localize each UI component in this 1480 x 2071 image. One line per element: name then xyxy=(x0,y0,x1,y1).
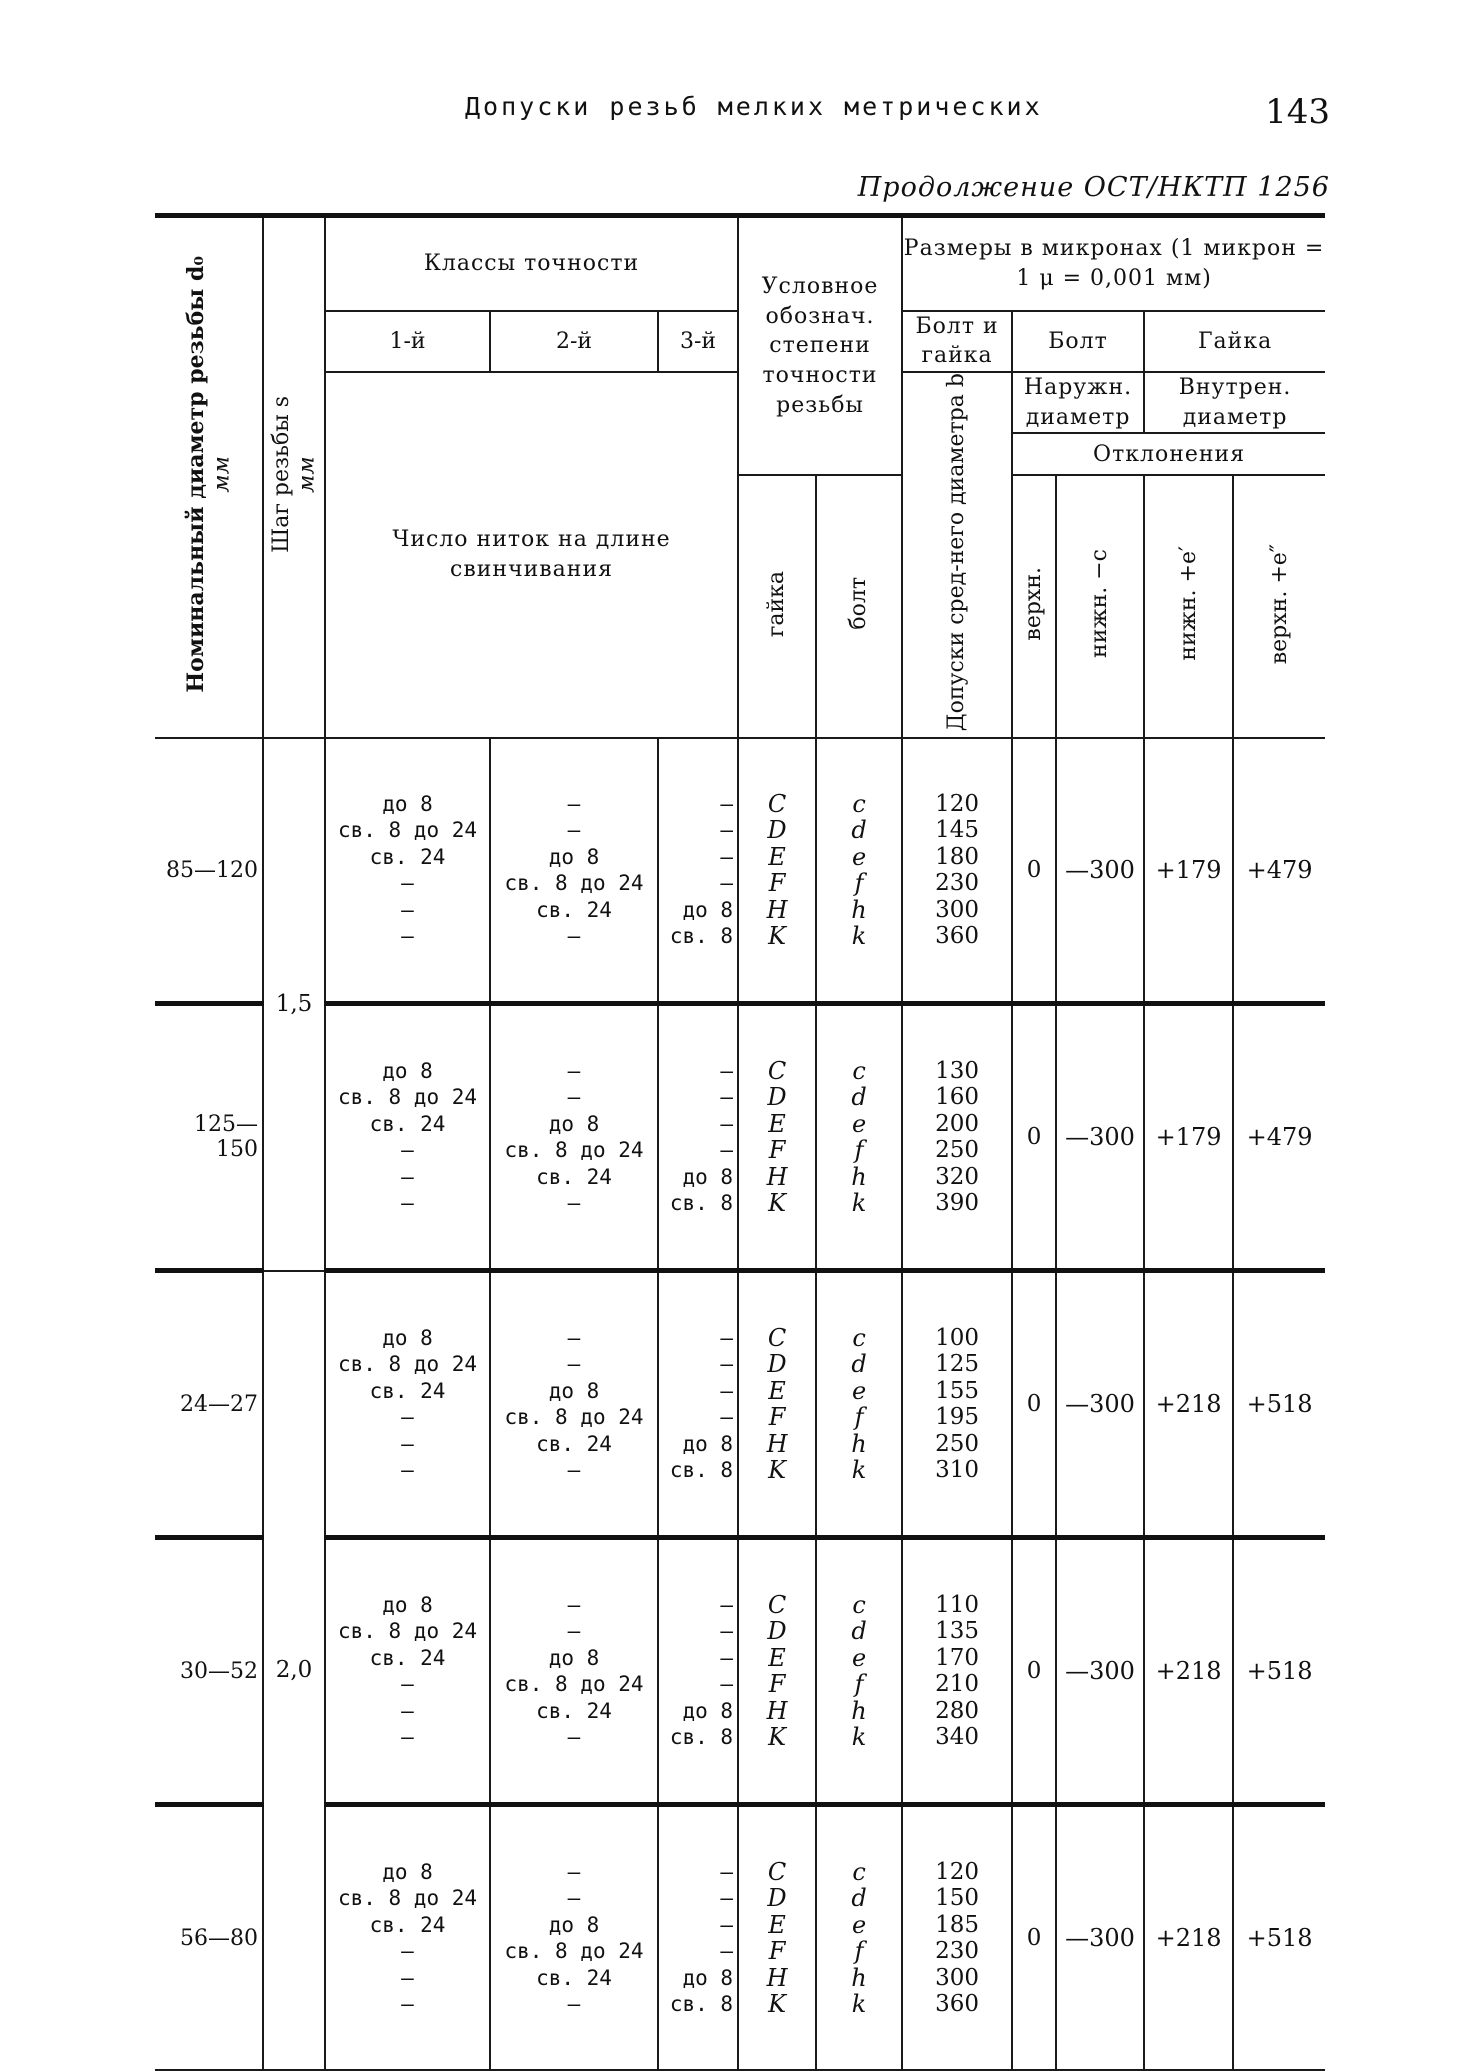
bolt-value: e xyxy=(851,1376,867,1405)
class2-value: св. 24 xyxy=(536,897,612,922)
upper-e2-cell: +479 xyxy=(1233,1004,1325,1271)
class1-value: — xyxy=(401,1431,414,1456)
nominal-diameter-cell: 56—80 xyxy=(155,1805,263,2071)
header-class-2: 2-й xyxy=(490,311,658,372)
class2-value: — xyxy=(567,1352,581,1377)
class3-value: св. 8 xyxy=(669,1191,734,1216)
class3-value: — xyxy=(720,844,734,869)
class-3-cell xyxy=(658,1805,738,2071)
header-inner-diameter: Внутрен. диаметр xyxy=(1144,372,1325,433)
class-2-cell xyxy=(490,1271,658,1538)
nut-value: E xyxy=(768,1643,786,1672)
upper-e2-cell: +518 xyxy=(1233,1805,1325,2071)
class3-value: — xyxy=(720,818,734,843)
class1-value: — xyxy=(401,1672,414,1697)
nut-designation-cell xyxy=(738,1004,816,1271)
upper-e2-cell: +518 xyxy=(1233,1271,1325,1538)
nut-value: F xyxy=(768,869,786,898)
nut-value: H xyxy=(766,1696,788,1725)
header-lower-c: нижн. −c xyxy=(1056,475,1144,738)
class1-value: св. 8 до 24 xyxy=(337,818,478,843)
class2-value: св. 8 до 24 xyxy=(504,1138,644,1163)
page-number: 143 xyxy=(1265,92,1330,132)
class1-value: до 8 xyxy=(382,791,433,816)
header-sizes: Размеры в микронах (1 микрон = 1 μ = 0,001 мм) xyxy=(902,216,1325,311)
class2-value: св. 8 до 24 xyxy=(504,1939,644,1964)
bolt-value: k xyxy=(851,1189,867,1218)
b-value: 320 xyxy=(935,1163,979,1190)
header-nut-designation: гайка xyxy=(738,475,816,738)
class-2-cell xyxy=(490,1805,658,2071)
class3-value: — xyxy=(720,1592,734,1617)
class-2-cell xyxy=(490,1538,658,1805)
class1-value: — xyxy=(401,1458,414,1483)
b-value: 170 xyxy=(935,1644,979,1671)
class3-value: — xyxy=(720,1058,734,1083)
header-nut: Гайка xyxy=(1144,311,1325,372)
nut-value: E xyxy=(768,1109,786,1138)
class1-value: — xyxy=(401,924,414,949)
class3-value: — xyxy=(720,1886,734,1911)
b-value: 125 xyxy=(935,1351,979,1378)
lower-e1-cell: +218 xyxy=(1144,1538,1233,1805)
lower-e1-cell: +218 xyxy=(1144,1805,1233,2071)
bolt-value: h xyxy=(851,1696,867,1725)
lower-c-cell: —300 xyxy=(1056,1004,1144,1271)
bolt-value: h xyxy=(851,895,867,924)
class1-value: св. 8 до 24 xyxy=(337,1886,478,1911)
table-row xyxy=(155,1271,1325,1538)
bolt-value: k xyxy=(851,922,867,951)
bolt-value: f xyxy=(854,1937,864,1966)
bolt-value: k xyxy=(851,1723,867,1752)
class3-value: — xyxy=(720,1645,734,1670)
class1-value: — xyxy=(401,1965,414,1990)
class2-value: св. 8 до 24 xyxy=(504,1405,644,1430)
class1-value: — xyxy=(401,871,414,896)
class1-value: — xyxy=(401,1992,414,2017)
class3-value: св. 8 xyxy=(669,1458,734,1483)
nut-value: E xyxy=(768,1376,786,1405)
b-value: 110 xyxy=(935,1591,979,1618)
class2-value: — xyxy=(567,1191,581,1216)
class1-value: св. 24 xyxy=(369,1912,446,1937)
b-value: 230 xyxy=(935,1938,979,1965)
class1-value: — xyxy=(401,1405,414,1430)
class2-value: — xyxy=(567,924,581,949)
class2-value: св. 8 до 24 xyxy=(504,1672,644,1697)
class1-value: до 8 xyxy=(382,1058,433,1083)
bolt-value: c xyxy=(852,1056,866,1085)
class-3-cell xyxy=(658,1271,738,1538)
class1-value: св. 8 до 24 xyxy=(337,1085,478,1110)
b-value: 210 xyxy=(935,1671,979,1698)
upper-e2-cell: +518 xyxy=(1233,1538,1325,1805)
class3-value: — xyxy=(720,1619,734,1644)
class2-value: — xyxy=(567,818,581,843)
nut-value: H xyxy=(766,1429,788,1458)
header-upper: верхн. xyxy=(1012,475,1056,738)
class2-value: — xyxy=(567,1619,581,1644)
class3-value: — xyxy=(720,1672,734,1697)
class3-value: — xyxy=(720,1138,734,1163)
b-value: 300 xyxy=(935,896,979,923)
b-value: 340 xyxy=(935,1724,979,1751)
pitch-tolerance-cell xyxy=(902,1004,1012,1271)
nut-value: F xyxy=(768,1937,786,1966)
upper-deviation-cell: 0 xyxy=(1012,1538,1056,1805)
class1-value: — xyxy=(401,1164,414,1189)
bolt-value: c xyxy=(852,1857,866,1886)
bolt-value: c xyxy=(852,1590,866,1619)
b-value: 200 xyxy=(935,1110,979,1137)
class1-value: св. 24 xyxy=(369,1111,446,1136)
nut-value: E xyxy=(768,1910,786,1939)
pitch-unit: мм xyxy=(294,456,319,493)
bolt-designation-cell xyxy=(816,738,902,1004)
class3-value: до 8 xyxy=(682,1965,734,1990)
nominal-diameter-cell: 85—120 xyxy=(155,738,263,1004)
bolt-value: e xyxy=(851,842,867,871)
nut-value: D xyxy=(767,816,787,845)
running-title: Допуски резьб мелких метрических xyxy=(465,92,1043,121)
b-value: 390 xyxy=(935,1190,979,1217)
class-2-cell xyxy=(490,738,658,1004)
bolt-value: f xyxy=(854,1136,864,1165)
bolt-value: c xyxy=(852,1323,866,1352)
bolt-designation-cell xyxy=(816,1271,902,1538)
class-1-cell xyxy=(325,1805,490,2071)
class-1-cell xyxy=(325,1004,490,1271)
pitch-cell: 2,0 xyxy=(263,1271,325,2071)
b-value: 300 xyxy=(935,1964,979,1991)
class1-value: до 8 xyxy=(382,1859,433,1884)
bolt-value: d xyxy=(851,1617,867,1646)
class3-value: — xyxy=(720,1859,734,1884)
class2-value: — xyxy=(567,1886,581,1911)
b-value: 120 xyxy=(935,1858,979,1885)
nut-value: H xyxy=(766,895,788,924)
nominal-diameter-cell: 30—52 xyxy=(155,1538,263,1805)
nut-value: F xyxy=(768,1670,786,1699)
class2-value: св. 24 xyxy=(536,1431,612,1456)
bolt-value: f xyxy=(854,1403,864,1432)
class1-value: — xyxy=(401,897,414,922)
b-value: 250 xyxy=(935,1430,979,1457)
class2-value: св. 24 xyxy=(536,1698,612,1723)
header-threads-count: Число ниток на длине свинчивания xyxy=(325,372,738,738)
upper-e2-cell: +479 xyxy=(1233,738,1325,1004)
b-value: 180 xyxy=(935,843,979,870)
class3-value: св. 8 xyxy=(669,1992,734,2017)
bolt-value: c xyxy=(852,789,866,818)
header-class-1: 1-й xyxy=(325,311,490,372)
class2-value: до 8 xyxy=(548,1912,600,1937)
bolt-designation-cell xyxy=(816,1538,902,1805)
bolt-value: h xyxy=(851,1429,867,1458)
class3-value: до 8 xyxy=(682,897,734,922)
nut-designation-cell xyxy=(738,1538,816,1805)
class1-value: — xyxy=(401,1939,414,1964)
class3-value: — xyxy=(720,1405,734,1430)
nut-designation-cell xyxy=(738,738,816,1004)
class3-value: до 8 xyxy=(682,1431,734,1456)
class1-value: до 8 xyxy=(382,1325,433,1350)
class-1-cell xyxy=(325,1538,490,1805)
class1-value: св. 8 до 24 xyxy=(337,1619,478,1644)
class1-value: — xyxy=(401,1725,414,1750)
class3-value: — xyxy=(720,1912,734,1937)
class3-value: — xyxy=(720,1085,734,1110)
header-upper-e2: верхн. +e″ xyxy=(1233,475,1325,738)
nut-value: D xyxy=(767,1617,787,1646)
class1-value: — xyxy=(401,1698,414,1723)
class2-value: до 8 xyxy=(548,1111,600,1136)
b-value: 160 xyxy=(935,1084,979,1111)
b-value: 150 xyxy=(935,1885,979,1912)
nut-value: C xyxy=(767,789,787,818)
nut-designation-cell xyxy=(738,1271,816,1538)
class3-value: до 8 xyxy=(682,1164,734,1189)
b-value: 130 xyxy=(935,1057,979,1084)
header-bolt-and-nut: Болт и гайка xyxy=(902,311,1012,372)
header-bolt: Болт xyxy=(1012,311,1144,372)
continuation-note: Продолжение ОСТ/НКТП 1256 xyxy=(857,172,1330,203)
bolt-designation-cell xyxy=(816,1805,902,2071)
class3-value: — xyxy=(720,791,734,816)
class2-value: — xyxy=(567,1725,581,1750)
class3-value: — xyxy=(720,1939,734,1964)
upper-deviation-cell: 0 xyxy=(1012,1271,1056,1538)
header-class-3: 3-й xyxy=(658,311,738,372)
b-value: 195 xyxy=(935,1404,979,1431)
b-value: 135 xyxy=(935,1618,979,1645)
header-lower-e1: нижн. +e′ xyxy=(1144,475,1233,738)
class1-value: — xyxy=(401,1138,414,1163)
b-value: 310 xyxy=(935,1457,979,1484)
class2-value: до 8 xyxy=(548,1645,600,1670)
class1-value: св. 8 до 24 xyxy=(337,1352,478,1377)
bolt-value: d xyxy=(851,1350,867,1379)
table-row xyxy=(155,1805,1325,2071)
bolt-value: h xyxy=(851,1963,867,1992)
bolt-value: k xyxy=(851,1456,867,1485)
class1-value: св. 24 xyxy=(369,1645,446,1670)
lower-c-cell: —300 xyxy=(1056,738,1144,1004)
class2-value: до 8 xyxy=(548,1378,600,1403)
nut-value: E xyxy=(768,842,786,871)
bolt-value: f xyxy=(854,869,864,898)
nut-value: H xyxy=(766,1162,788,1191)
bolt-value: k xyxy=(851,1990,867,2019)
class2-value: — xyxy=(567,1859,581,1884)
pitch-tolerance-cell xyxy=(902,1805,1012,2071)
nominal-unit: мм xyxy=(209,456,234,493)
nut-value: F xyxy=(768,1403,786,1432)
class1-value: св. 24 xyxy=(369,1378,446,1403)
bolt-value: e xyxy=(851,1643,867,1672)
class3-value: — xyxy=(720,1111,734,1136)
bolt-value: d xyxy=(851,1884,867,1913)
bolt-value: d xyxy=(851,1083,867,1112)
class3-value: — xyxy=(720,1325,734,1350)
lower-e1-cell: +179 xyxy=(1144,1004,1233,1271)
bolt-designation-cell xyxy=(816,1004,902,1271)
header-nominal-diameter: Номинальный диаметр резьбы d₀ мм xyxy=(155,216,263,739)
b-value: 100 xyxy=(935,1324,979,1351)
header-bolt-designation: болт xyxy=(816,475,902,738)
class1-value: св. 24 xyxy=(369,844,446,869)
class2-value: — xyxy=(567,791,581,816)
class3-value: до 8 xyxy=(682,1698,734,1723)
bolt-value: e xyxy=(851,1910,867,1939)
nut-value: D xyxy=(767,1884,787,1913)
class3-value: — xyxy=(720,871,734,896)
nut-value: C xyxy=(767,1590,787,1619)
b-value: 120 xyxy=(935,790,979,817)
nut-value: K xyxy=(768,1990,786,2019)
class2-value: — xyxy=(567,1592,581,1617)
pitch-cell: 1,5 xyxy=(263,738,325,1271)
class3-value: — xyxy=(720,1352,734,1377)
nominal-diameter-cell: 125—150 xyxy=(155,1004,263,1271)
table-row xyxy=(155,738,1325,1004)
nut-value: K xyxy=(768,1189,786,1218)
lower-c-cell: —300 xyxy=(1056,1271,1144,1538)
bolt-value: f xyxy=(854,1670,864,1699)
nut-value: F xyxy=(768,1136,786,1165)
class-1-cell xyxy=(325,1271,490,1538)
page-header xyxy=(155,92,1330,142)
table-row xyxy=(155,1538,1325,1805)
lower-e1-cell: +179 xyxy=(1144,738,1233,1004)
header-deviations: Отклонения xyxy=(1012,433,1325,475)
b-value: 360 xyxy=(935,1991,979,2018)
class3-value: св. 8 xyxy=(669,924,734,949)
header-pitch: Шаг резьбы s мм xyxy=(263,216,325,739)
header-outer-diameter: Наружн. диаметр xyxy=(1012,372,1144,433)
class3-value: — xyxy=(720,1378,734,1403)
lower-c-cell: —300 xyxy=(1056,1805,1144,2071)
lower-e1-cell: +218 xyxy=(1144,1271,1233,1538)
class2-value: св. 24 xyxy=(536,1965,612,1990)
nut-value: C xyxy=(767,1323,787,1352)
bolt-value: e xyxy=(851,1109,867,1138)
header-designation: Условное обознач. степени точности резьбы xyxy=(738,216,902,476)
nominal-diameter-cell: 24—27 xyxy=(155,1271,263,1538)
class1-value: — xyxy=(401,1191,414,1216)
lower-c-cell: —300 xyxy=(1056,1538,1144,1805)
class2-value: до 8 xyxy=(548,844,600,869)
bolt-value: h xyxy=(851,1162,867,1191)
class2-value: — xyxy=(567,1325,581,1350)
nut-value: K xyxy=(768,922,786,951)
b-value: 185 xyxy=(935,1911,979,1938)
b-value: 145 xyxy=(935,817,979,844)
class2-value: св. 24 xyxy=(536,1164,612,1189)
class3-value: св. 8 xyxy=(669,1725,734,1750)
tolerance-table xyxy=(155,213,1325,2071)
class-1-cell xyxy=(325,738,490,1004)
table-row xyxy=(155,1004,1325,1271)
class2-value: св. 8 до 24 xyxy=(504,871,644,896)
class2-value: — xyxy=(567,1058,581,1083)
class-3-cell xyxy=(658,738,738,1004)
upper-deviation-cell: 0 xyxy=(1012,738,1056,1004)
b-value: 360 xyxy=(935,923,979,950)
b-value: 280 xyxy=(935,1697,979,1724)
nut-value: H xyxy=(766,1963,788,1992)
class2-value: — xyxy=(567,1992,581,2017)
upper-deviation-cell: 0 xyxy=(1012,1805,1056,2071)
nut-value: D xyxy=(767,1083,787,1112)
class1-value: до 8 xyxy=(382,1592,433,1617)
pitch-tolerance-cell xyxy=(902,1271,1012,1538)
pitch-tolerance-cell xyxy=(902,1538,1012,1805)
header-pitch-tolerance: Допуски сред-него диаметра b xyxy=(902,372,1012,738)
bolt-value: d xyxy=(851,816,867,845)
class-3-cell xyxy=(658,1004,738,1271)
nut-designation-cell xyxy=(738,1805,816,2071)
upper-deviation-cell: 0 xyxy=(1012,1004,1056,1271)
nut-value: D xyxy=(767,1350,787,1379)
class2-value: — xyxy=(567,1458,581,1483)
pitch-tolerance-cell xyxy=(902,738,1012,1004)
class2-value: — xyxy=(567,1085,581,1110)
header-accuracy-classes: Классы точности xyxy=(325,216,738,311)
nut-value: K xyxy=(768,1456,786,1485)
class-3-cell xyxy=(658,1538,738,1805)
class-2-cell xyxy=(490,1004,658,1271)
b-value: 250 xyxy=(935,1137,979,1164)
nut-value: C xyxy=(767,1056,787,1085)
nut-value: C xyxy=(767,1857,787,1886)
b-value: 155 xyxy=(935,1377,979,1404)
nut-value: K xyxy=(768,1723,786,1752)
b-value: 230 xyxy=(935,870,979,897)
